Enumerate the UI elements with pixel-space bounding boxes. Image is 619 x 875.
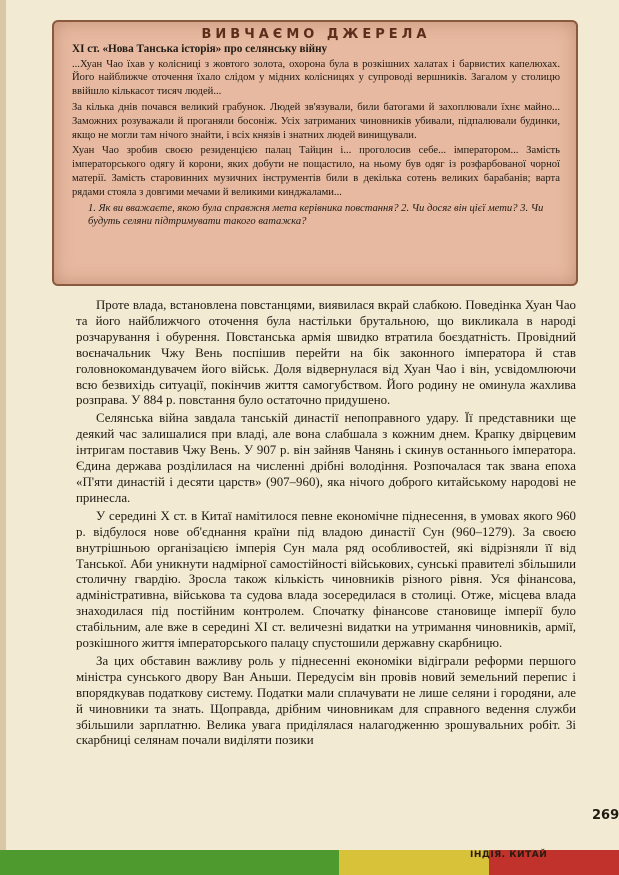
page-edge xyxy=(0,0,6,850)
body-paragraph: За цих обставин важливу роль у піднесенні економіки відіграли реформи першого міністра сунського двору Ван Аньши. Передусім він провів новий земельний перепис і впорядкував податкову систему. Податки мали сплачувати не лише селяни і городяни, але й чиновники та знать. Щоправда, дрібним чиновникам для справного ведення служби збільшили зарплатню. Велика увага приділялася налагодженню зрошувальних робіт. Зі скарбниці селянам почали виділяти позики xyxy=(76,653,576,748)
page-number: 269 xyxy=(592,808,619,823)
body-paragraph: У середині X ст. в Китаї намітилося певне економічне піднесення, в умовах якого 960 р. відбулося нове об'єднання країни під владою династії Сун (960–1279). За своєю внутрішньою організацією імперія Сун мала ряд особливостей, які відрізняли її від Танської. Аби уникнути надмірної самостійності військових, сунські правителі збільшили столичну гвардію. Зросла також кількість чиновників різного рівня. Уся фінансова, адміністративна, військова та судова влада зосередилася в столиці. Отже, місцева влада знаходилася під постійним контролем. Спочатку фінансове становище імперії було стабільним, але вже в середині XI ст. величезні видатки на утримання чиновників, армії, розкішного життя імператорського палацу спустошили державну скарбницю. xyxy=(76,508,576,651)
source-box-content xyxy=(72,28,560,276)
footer-section-label: ІНДІЯ. КИТАЙ xyxy=(470,850,548,860)
source-heading: XI ст. «Нова Танська історія» про селянську війну xyxy=(72,42,328,55)
source-box-title: ВИВЧАЄМО ДЖЕРЕЛА xyxy=(201,27,431,42)
main-text xyxy=(76,298,576,749)
body-paragraph: Селянська війна завдала танській династії непоправного удару. Її представники ще деякий час залишалися при владі, але вона слабшала з кожним днем. Крапку двірцевим інтригам поставив Чжу Вень. У 907 р. він зайняв Чанянь і скинув останнього імператора. Єдина держава розділилася на численні дрібні володіння. Розпочалася так звана епоха «П'яти династій і десяти царств» (907–960), яка нічого доброго китайському народові не принесла. xyxy=(76,411,576,505)
source-paragraph: Хуан Чао зробив своєю резиденцією палац Тайцин і... проголосив себе... імператором... Замість імператорського одягу й корони, яких добути не пощастило, на ньому був одяг із розфарбованої чорної матерії. Замість старовинних музичних інструментів били в декілька сотень великих барабанів; варта рядами стояла з довгими мечами й великими кинджалами... xyxy=(72,145,560,198)
footer-bar-green xyxy=(0,850,339,875)
source-questions: 1. Як ви вважаєте, якою була справжня мета керівника повстання? 2. Чи досяг він цієї мети? 3. Чи будуть селяни підтримувати такого ватажка? xyxy=(88,202,544,228)
body-paragraph: Проте влада, встановлена повстанцями, виявилася вкрай слабкою. Поведінка Хуан Чао та його найближчого оточення була настільки брутальною, що викликала в народі розчарування і обурення. Повстанська армія швидко втратила боєздатність. Провідний воєначальник Чжу Вень поспішив перейти на бік законного імператора й став головнокомандувачем його військ. Доля відвернулася від Хуан Чао і він, усвідомлюючи всю безвихідь ситуації, покінчив життя самогубством. Його родину не оминула жахлива розправа. У 884 р. повстання було остаточно придушено. xyxy=(76,298,576,408)
footer-bar-yellow xyxy=(339,850,489,875)
source-paragraph: ...Хуан Чао їхав у колісниці з жовтого золота, охорона була в розкішних халатах і барвистих капелюхах. Його найближче оточення їхало слідом у мідних колісницях у супроводі вершників. Загалом у столицю ввійшло кількасот тисяч людей... xyxy=(72,58,560,98)
source-paragraph: За кілька днів почався великий грабунок. Людей зв'язували, били батогами й захоплювали їхнє майно... Заможних розуважали й проганяли босоніж. Усіх затриманих чиновників убивали, підпалювали будинки, якщо не могли там нічого знайти, і всіх князів і знатних людей винищували. xyxy=(72,101,560,141)
source-box xyxy=(52,20,578,286)
